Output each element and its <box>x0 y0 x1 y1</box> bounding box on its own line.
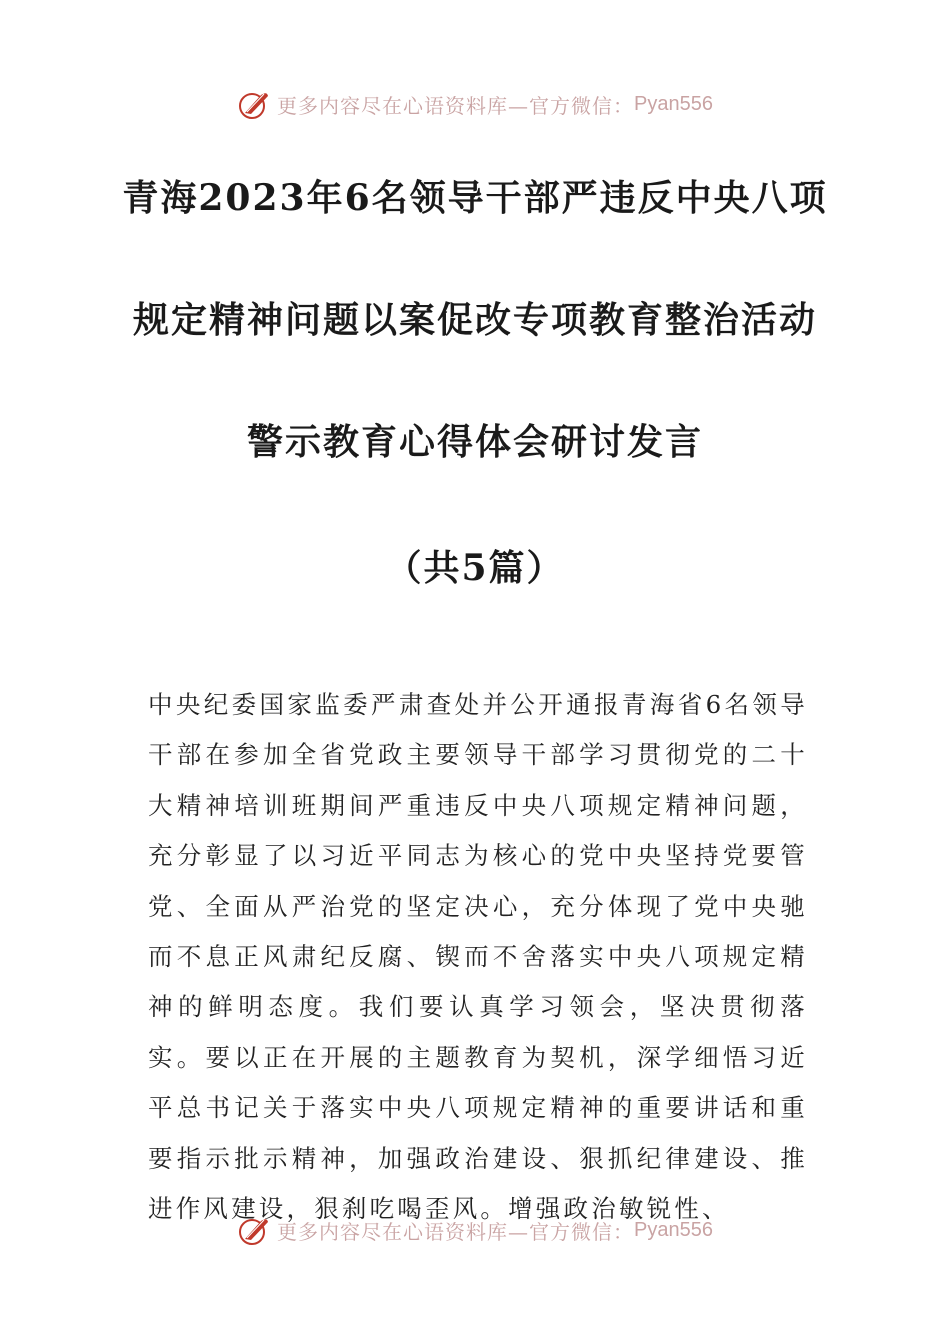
document-title-line-1: 青海2023年6名领导干部严违反中央八项 <box>122 177 828 219</box>
document-title-line-2: 规定精神问题以案促改专项教育整治活动 <box>132 299 817 341</box>
document-title-count: （共5篇） <box>385 547 565 589</box>
footer-watermark <box>0 1210 950 1250</box>
body-paragraph: 中央纪委国家监委严肃查处并公开通报青海省6名领导干部在参加全省党政主要领导干部学习贯彻党的二十大精神培训班期间严重违反中央八项规定精神问题，充分彰显了以习近平同志为核心的党中央坚持党要管党、全面从严治党的坚定决心，充分体现了党中央驰而不息正风肃纪反腐、锲而不舍落实中央八项规定精神的鲜明态度。我们要认真学习领会，坚决贯彻落实。要以正在开展的主题教育为契机，深学细悟习近平总书记关于落实中央八项规定精神的重要讲话和重要指示批示精神，加强政治建设、狠抓纪律建设、推进作风建设，狠刹吃喝歪风。增强政治敏锐性、 <box>148 690 808 1224</box>
watermark-text: 更多内容尽在心语资料库—官方微信： <box>277 93 635 118</box>
watermark-handle: Pyan556 <box>634 1218 713 1241</box>
feather-pen-seal-icon <box>237 1213 271 1247</box>
watermark-text: 更多内容尽在心语资料库—官方微信： <box>277 1219 635 1244</box>
watermark-handle: Pyan556 <box>634 92 713 115</box>
feather-pen-seal-icon <box>237 87 271 121</box>
document-title-line-3: 警示教育心得体会研讨发言 <box>246 421 703 463</box>
header-watermark <box>0 84 950 124</box>
